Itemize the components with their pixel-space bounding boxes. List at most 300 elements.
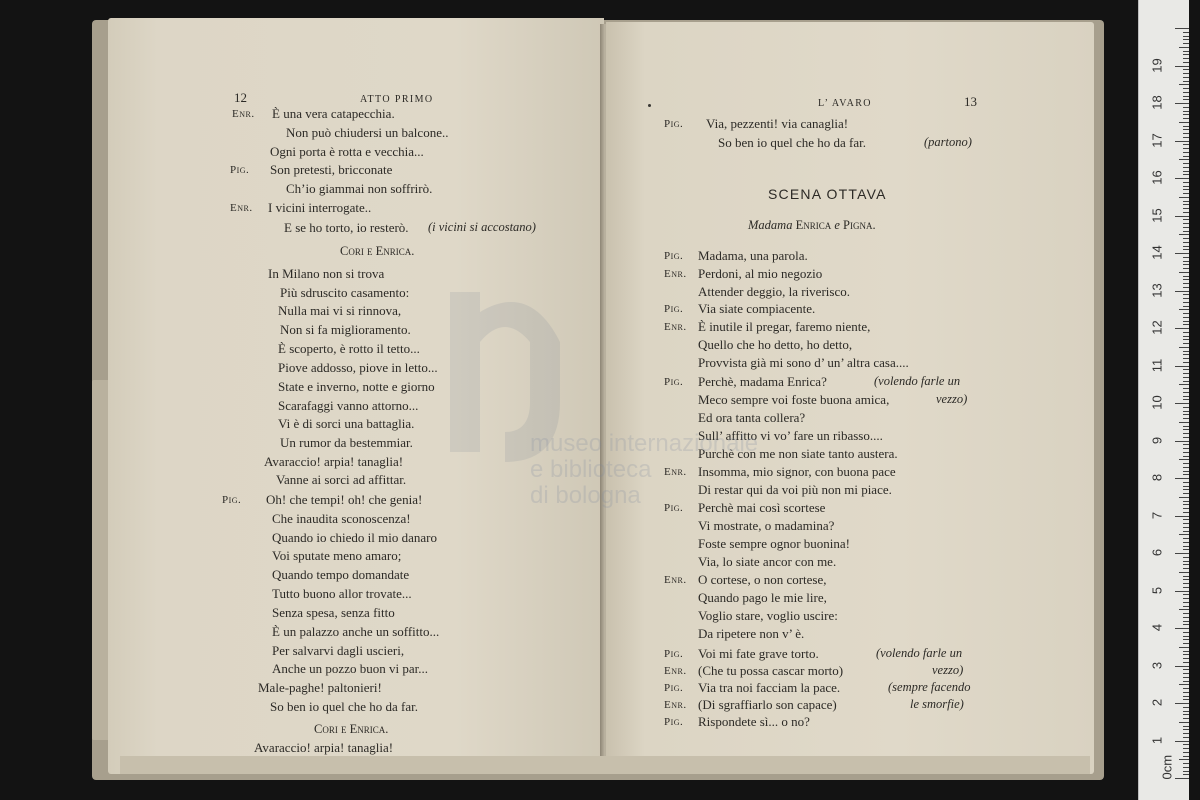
stage-direction: (partono) [924,135,972,149]
ruler-tick [1183,482,1189,483]
verse-line: Che inaudita sconoscenza! [272,511,411,526]
verse-line: Ed ora tanta collera? [698,410,806,425]
verse-line: In Milano non si trova [268,266,385,281]
ruler-tick [1179,722,1189,723]
ruler-number: 6 [1149,548,1165,557]
verse-line: Avaraccio! arpia! tanaglia! [264,454,404,469]
ruler-tick [1183,321,1189,322]
stage-direction: (volendo farle un [874,374,961,388]
ruler-tick [1183,673,1189,674]
verse-line: Quando tempo domandate [272,567,410,582]
verse-line: È scoperto, è rotto il tetto... [278,341,420,356]
ruler-tick [1183,512,1189,513]
ruler-tick [1183,681,1189,682]
ruler-tick [1183,257,1189,258]
ruler-tick [1175,703,1189,704]
section-heading: Cori e Enrica. [340,244,415,258]
verse-line: So ben io quel che ho da far. [718,135,867,150]
verse-line: Oh! che tempi! oh! che genia! [266,492,423,507]
ruler-tick [1175,516,1189,517]
ruler-number: 15 [1149,207,1165,223]
ruler-tick [1179,459,1189,460]
ink-dot [648,104,651,107]
verse-line: Più sdruscito casamento: [280,285,410,300]
scene-title: SCENA OTTAVA [768,186,887,202]
ruler-tick [1183,699,1189,700]
ruler-tick [1183,662,1189,663]
ruler-tick [1183,99,1189,100]
ruler-tick [1183,729,1189,730]
ruler-tick [1183,587,1189,588]
scene-characters: Madama Enrica e Pigna. [748,218,876,232]
watermark-text-line2: e biblioteca [530,456,652,483]
ruler-tick [1183,636,1189,637]
ruler-tick [1183,51,1189,52]
ruler-tick [1183,77,1189,78]
ruler-tick [1183,564,1189,565]
verse-line: Ogni porta è rotta e vecchia... [270,144,424,159]
ruler-tick [1183,264,1189,265]
verse-line: O cortese, o non cortese, [698,572,827,587]
verse-line: Un rumor da bestemmiar. [280,435,413,450]
verse-line: Quando io chiedo il mio danaro [272,530,437,545]
ruler-tick [1183,182,1189,183]
ruler-tick [1183,444,1189,445]
ruler-tick [1183,561,1189,562]
ruler-tick [1183,193,1189,194]
ruler-tick [1183,332,1189,333]
ruler-tick [1175,441,1189,442]
verse-line: Di restar qui da voi più non mi piace. [698,482,892,497]
ruler-tick [1179,197,1189,198]
ruler-tick [1183,583,1189,584]
ruler-tick [1183,643,1189,644]
ruler-tick [1183,388,1189,389]
ruler-tick [1183,467,1189,468]
ruler-tick [1183,107,1189,108]
speaker-label: Pig. [230,164,250,176]
ruler-number: 1 [1149,736,1165,744]
speaker-label: Pig. [664,716,684,728]
ruler-tick [1183,163,1189,164]
ruler-tick [1183,283,1189,284]
ruler-tick [1183,414,1189,415]
speaker-label: Enr. [664,321,687,333]
ruler-tick [1183,351,1189,352]
ruler-tick [1183,261,1189,262]
ruler-tick [1183,418,1189,419]
ruler-number: 5 [1149,586,1165,594]
ruler-tick [1183,718,1189,719]
right-page-number: 13 [964,94,977,109]
verse-line: Quello che ho detto, ho detto, [698,337,853,352]
ruler-tick [1175,103,1189,104]
ruler-tick [1183,508,1189,509]
ruler-tick [1183,411,1189,412]
verse-line: I vicini interrogate.. [268,200,372,215]
ruler-tick [1183,174,1189,175]
ruler-tick [1183,246,1189,247]
ruler-tick [1183,242,1189,243]
verse-line: Sull’ affitto vi vo’ fare un ribasso.... [698,428,883,443]
ruler-number: 14 [1149,245,1165,260]
ruler-tick [1183,238,1189,239]
ruler-tick [1183,493,1189,494]
stage-direction: (sempre facendo [888,680,971,694]
speaker-label: Enr. [664,466,687,478]
ruler-tick [1183,336,1189,337]
ruler-tick [1183,613,1189,614]
ruler-tick [1175,778,1189,779]
ruler-tick [1183,756,1189,757]
ruler-number: 2 [1149,698,1165,707]
ruler-tick [1183,531,1189,532]
ruler-tick [1183,137,1189,138]
ruler-tick [1183,156,1189,157]
verse-line: E se ho torto, io resterò. [284,220,409,235]
ruler-tick [1183,519,1189,520]
ruler-number: 3 [1149,661,1165,669]
speaker-label: Enr. [232,108,255,120]
ruler-tick [1183,474,1189,475]
ruler-tick [1175,141,1189,142]
verse-line: Quando pago le mie lire, [698,590,827,605]
ruler-tick [1183,579,1189,580]
stage-direction: le smorfie) [910,697,964,711]
verse-line: Vi è di sorci una battaglia. [278,416,415,431]
ruler-number: 4 [1149,623,1165,632]
verse-line: Rispondete sì... o no? [698,714,810,729]
ruler-tick [1175,741,1189,742]
ruler-tick [1183,58,1189,59]
ruler-tick [1183,598,1189,599]
ruler-tick [1183,339,1189,340]
measurement-ruler [1138,0,1189,800]
ruler-tick [1175,366,1189,367]
ruler-tick [1179,534,1189,535]
ruler-tick [1183,227,1189,228]
ruler-zero-label: 0cm [1159,754,1175,780]
ruler-tick [1175,66,1189,67]
ruler-tick [1183,324,1189,325]
ruler-tick [1183,452,1189,453]
ruler-tick [1183,276,1189,277]
ruler-tick [1183,456,1189,457]
speaker-label: Enr. [664,574,687,586]
ruler-number: 16 [1149,170,1165,185]
ruler-tick [1183,576,1189,577]
ruler-tick [1183,111,1189,112]
stage-direction: (volendo farle un [876,646,963,660]
ruler-tick [1175,28,1189,29]
ruler-tick [1183,489,1189,490]
ruler-tick [1175,666,1189,667]
ruler-tick [1183,549,1189,550]
speaker-label: Pig. [664,682,684,694]
ruler-number: 8 [1149,473,1165,482]
verse-line: Senza spesa, senza fitto [272,605,395,620]
ruler-tick [1183,726,1189,727]
ruler-tick [1183,62,1189,63]
ruler-tick [1175,178,1189,179]
ruler-tick [1179,47,1189,48]
verse-line: Perchè, madama Enrica? [698,374,827,389]
verse-line: Non può chiudersi un balcone.. [286,125,449,140]
verse-line: Non si fa miglioramento. [280,322,411,337]
ruler-tick [1183,407,1189,408]
ruler-tick [1183,96,1189,97]
ruler-tick [1183,268,1189,269]
ruler-number: 10 [1149,395,1165,410]
ruler-tick [1175,291,1189,292]
ruler-tick [1183,369,1189,370]
ruler-tick [1183,208,1189,209]
verse-line: Perchè mai così scortese [698,500,826,515]
ruler-tick [1183,92,1189,93]
verse-line: Via, pezzenti! via canaglia! [706,116,849,131]
ruler-tick [1179,497,1189,498]
ruler-tick [1179,234,1189,235]
ruler-tick [1183,542,1189,543]
ruler-tick [1183,81,1189,82]
verse-line: Insomma, mio signor, con buona pace [698,464,896,479]
stage-direction: vezzo) [936,392,968,406]
verse-line: Per salvarvi dagli uscieri, [272,643,405,658]
ruler-number: 13 [1149,282,1165,298]
ruler-tick [1183,471,1189,472]
watermark-text-line3: di bologna [530,482,641,509]
verse-line: Voglio stare, voglio uscire: [698,608,838,623]
ruler-tick [1183,621,1189,622]
verse-line: Nulla mai vi si rinnova, [278,303,402,318]
ruler-tick [1183,249,1189,250]
speaker-label: Enr. [664,665,687,677]
verse-line: Foste sempre ognor buonina! [698,536,851,551]
ruler-tick [1183,73,1189,74]
ruler-tick [1183,306,1189,307]
ruler-tick [1183,69,1189,70]
ruler-tick [1183,313,1189,314]
speaker-label: Pig. [664,376,684,388]
ruler-tick [1183,343,1189,344]
verse-line: Voi sputate meno amaro; [272,548,402,563]
ruler-tick [1183,448,1189,449]
verse-line: Attender deggio, la riverisco. [698,284,850,299]
watermark-text-line1: museo internazionale [530,430,759,457]
ruler-tick [1183,557,1189,558]
verse-line: Da ripetere non v’ è. [698,626,805,641]
verse-line: Male-paghe! paltonieri! [258,680,382,695]
ruler-tick [1183,696,1189,697]
ruler-tick [1183,714,1189,715]
ruler-tick [1183,429,1189,430]
ruler-tick [1179,309,1189,310]
ruler-tick [1183,651,1189,652]
ruler-number: 7 [1149,511,1165,519]
ruler-tick [1183,733,1189,734]
speaker-label: Pig. [664,118,684,130]
ruler-tick [1183,658,1189,659]
page-bottom-edges [120,756,1090,774]
ruler-tick [1175,216,1189,217]
verse-line: È una vera catapecchia. [272,106,395,121]
verse-line: Vanne ai sorci ad affittar. [276,472,407,487]
speaker-label: Pig. [222,494,242,506]
speaker-label: Pig. [664,502,684,514]
ruler-number: 9 [1149,436,1165,444]
verse-line: Voi mi fate grave torto. [698,646,819,661]
ruler-number: 17 [1149,132,1165,148]
ruler-tick [1175,328,1189,329]
ruler-tick [1183,88,1189,89]
ruler-tick [1183,223,1189,224]
ruler-tick [1183,568,1189,569]
ruler-tick [1183,396,1189,397]
ruler-tick [1183,126,1189,127]
ruler-tick [1183,426,1189,427]
ruler-tick [1183,152,1189,153]
ruler-tick [1179,609,1189,610]
ruler-tick [1183,546,1189,547]
right-page [606,22,1094,774]
ruler-tick [1183,133,1189,134]
ruler-tick [1179,84,1189,85]
ruler-tick [1183,437,1189,438]
ruler-tick [1179,759,1189,760]
ruler-tick [1183,744,1189,745]
ruler-tick [1183,32,1189,33]
verse-line: Anche un pozzo buon vi par... [272,661,428,676]
ruler-tick [1183,114,1189,115]
ruler-tick [1183,523,1189,524]
speaker-label: Pig. [664,303,684,315]
ruler-tick [1183,43,1189,44]
ruler-number: 12 [1149,320,1165,335]
ruler-tick [1183,602,1189,603]
verse-line: So ben io quel che ho da far. [270,699,419,714]
ruler-tick [1183,39,1189,40]
verse-line: Avaraccio! arpia! tanaglia! [254,740,394,755]
ruler-tick [1179,572,1189,573]
speaker-label: Pig. [664,648,684,660]
speaker-label: Enr. [664,699,687,711]
ruler-tick [1183,212,1189,213]
verse-line: Tutto buono allor trovate... [272,586,412,601]
ruler-tick [1183,373,1189,374]
ruler-number: 18 [1149,95,1165,110]
ruler-tick [1183,362,1189,363]
ruler-tick [1179,422,1189,423]
ruler-tick [1183,54,1189,55]
ruler-number: 11 [1149,358,1165,372]
ruler-tick [1175,253,1189,254]
ruler-tick [1183,317,1189,318]
ruler-tick [1183,594,1189,595]
ruler-tick [1183,752,1189,753]
verse-line: Scarafaggi vanno attorno... [278,398,419,413]
ruler-tick [1175,478,1189,479]
ruler-tick [1183,654,1189,655]
ruler-tick [1183,669,1189,670]
ruler-number: 19 [1149,57,1165,73]
left-page-number: 12 [234,90,247,105]
ruler-tick [1183,358,1189,359]
verse-line: Perdoni, al mio negozio [698,266,823,281]
ruler-tick [1183,538,1189,539]
ruler-tick [1179,122,1189,123]
ruler-tick [1183,433,1189,434]
ruler-tick [1183,501,1189,502]
speaker-label: Enr. [664,268,687,280]
ruler-tick [1179,272,1189,273]
ruler-tick [1183,381,1189,382]
ruler-tick [1183,302,1189,303]
ruler-tick [1183,767,1189,768]
verse-line: Via, lo siate ancor con me. [698,554,837,569]
verse-line: Provvista già mi sono d’ un’ altra casa.... [698,355,909,370]
verse-line: State e inverno, notte e giorno [278,379,435,394]
verse-line: Ch’io giammai non soffrirò. [286,181,433,196]
ruler-tick [1183,771,1189,772]
ruler-tick [1183,231,1189,232]
ruler-tick [1183,639,1189,640]
ruler-tick [1179,384,1189,385]
speaker-label: Pig. [664,250,684,262]
ruler-tick [1183,711,1189,712]
ruler-tick [1183,632,1189,633]
verse-line: Meco sempre voi foste buona amica, [698,392,890,407]
ruler-tick [1183,294,1189,295]
verse-line: Son pretesti, bricconate [270,162,393,177]
ruler-tick [1183,118,1189,119]
ruler-tick [1183,186,1189,187]
ruler-tick [1183,463,1189,464]
ruler-tick [1183,399,1189,400]
ruler-tick [1183,748,1189,749]
verse-line: È inutile il pregar, faremo niente, [698,319,871,334]
ruler-tick [1175,628,1189,629]
ruler-tick [1183,171,1189,172]
ruler-tick [1183,692,1189,693]
ruler-tick [1179,684,1189,685]
ruler-tick [1183,287,1189,288]
ruler-tick [1183,527,1189,528]
ruler-tick [1183,688,1189,689]
ruler-tick [1183,129,1189,130]
ruler-tick [1183,298,1189,299]
verse-line: Madama, una parola. [698,248,808,263]
verse-line: Via tra noi facciam la pace. [698,680,841,695]
ruler-tick [1183,707,1189,708]
ruler-tick [1183,677,1189,678]
verse-line: Piove addosso, piove in letto... [278,360,438,375]
ruler-tick [1183,763,1189,764]
ruler-tick [1183,624,1189,625]
ruler-tick [1179,347,1189,348]
ruler-tick [1183,774,1189,775]
stage-direction: (i vicini si accostano) [428,220,536,234]
ruler-tick [1183,148,1189,149]
ruler-tick [1183,279,1189,280]
ruler-tick [1183,144,1189,145]
ruler-tick [1183,737,1189,738]
ruler-tick [1183,617,1189,618]
stage-direction: vezzo) [932,663,964,677]
ruler-tick [1175,403,1189,404]
speaker-label: Enr. [230,202,253,214]
verse-line: Purchè con me non siate tanto austera. [698,446,898,461]
ruler-tick [1183,377,1189,378]
